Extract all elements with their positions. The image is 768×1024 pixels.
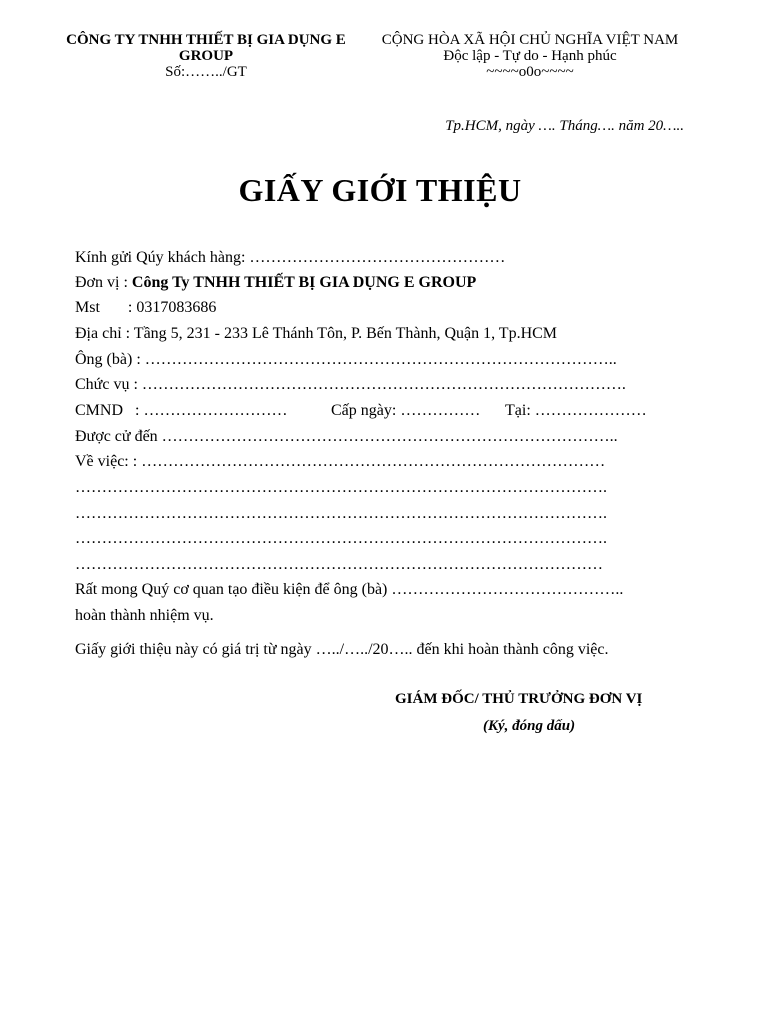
unit-line bbox=[75, 274, 476, 292]
position-line: Chức vụ : ………………………………………………………………………………. bbox=[75, 376, 626, 393]
signature-note: (Ký, đóng dấu) bbox=[483, 718, 576, 734]
company-name-line1: CÔNG TY TNHH THIẾT BỊ GIA DỤNG E bbox=[66, 32, 346, 48]
signature-title: GIÁM ĐỐC/ THỦ TRƯỞNG ĐƠN VỊ bbox=[395, 691, 643, 707]
national-header bbox=[370, 32, 690, 80]
national-motto: Độc lập - Tự do - Hạnh phúc bbox=[443, 48, 617, 64]
cmnd-row bbox=[0, 402, 768, 422]
company-header bbox=[56, 32, 356, 80]
company-name-line2: GROUP bbox=[178, 48, 234, 64]
unit-label: Đơn vị : bbox=[75, 274, 132, 291]
issued-place-field: Tại: ………………… bbox=[505, 402, 647, 419]
document-title: GIẤY GIỚI THIỆU bbox=[238, 172, 522, 208]
dotted-line: ………………………………………………………………………………………. bbox=[75, 479, 607, 496]
person-line: Ông (bà) : …………………………………………………………………………….. bbox=[75, 351, 617, 368]
date-line: Tp.HCM, ngày …. Tháng…. năm 20….. bbox=[445, 118, 684, 134]
header-ornament: ~~~~o0o~~~~ bbox=[486, 64, 574, 80]
document-number: Số:……../GT bbox=[165, 64, 247, 80]
national-title: CỘNG HÒA XÃ HỘI CHỦ NGHĨA VIỆT NAM bbox=[381, 32, 679, 48]
dotted-line: ………………………………………………………………………………………. bbox=[75, 505, 607, 522]
unit-value: Công Ty TNHH THIẾT BỊ GIA DỤNG E GROUP bbox=[131, 274, 477, 291]
dotted-line: ……………………………………………………………………………………… bbox=[75, 556, 603, 573]
regarding-line: Về việc: : …………………………………………………………………………… bbox=[75, 453, 606, 470]
recipient-line: Kính gửi Qúy khách hàng: ………………………………………… bbox=[75, 249, 506, 266]
issued-date-field: Cấp ngày: …………… bbox=[331, 402, 481, 419]
address-line: Địa chỉ : Tầng 5, 231 - 233 Lê Thánh Tôn, P. Bến Thành, Quận 1, Tp.HCM bbox=[75, 325, 558, 342]
request-line: Rất mong Quý cơ quan tạo điều kiện để ông (bà) …………………………………….. bbox=[75, 581, 624, 598]
sent-to-line: Được cử đến ………………………………………………………………………….. bbox=[75, 428, 618, 445]
cmnd-field: CMND : ……………………… bbox=[75, 402, 288, 419]
dotted-line: ………………………………………………………………………………………. bbox=[75, 530, 607, 547]
request-line-end: hoàn thành nhiệm vụ. bbox=[75, 607, 214, 624]
tax-id-line: Mst : 0317083686 bbox=[75, 299, 217, 316]
validity-line: Giấy giới thiệu này có giá trị từ ngày …../…../20….. đến khi hoàn thành công việc. bbox=[75, 641, 609, 658]
